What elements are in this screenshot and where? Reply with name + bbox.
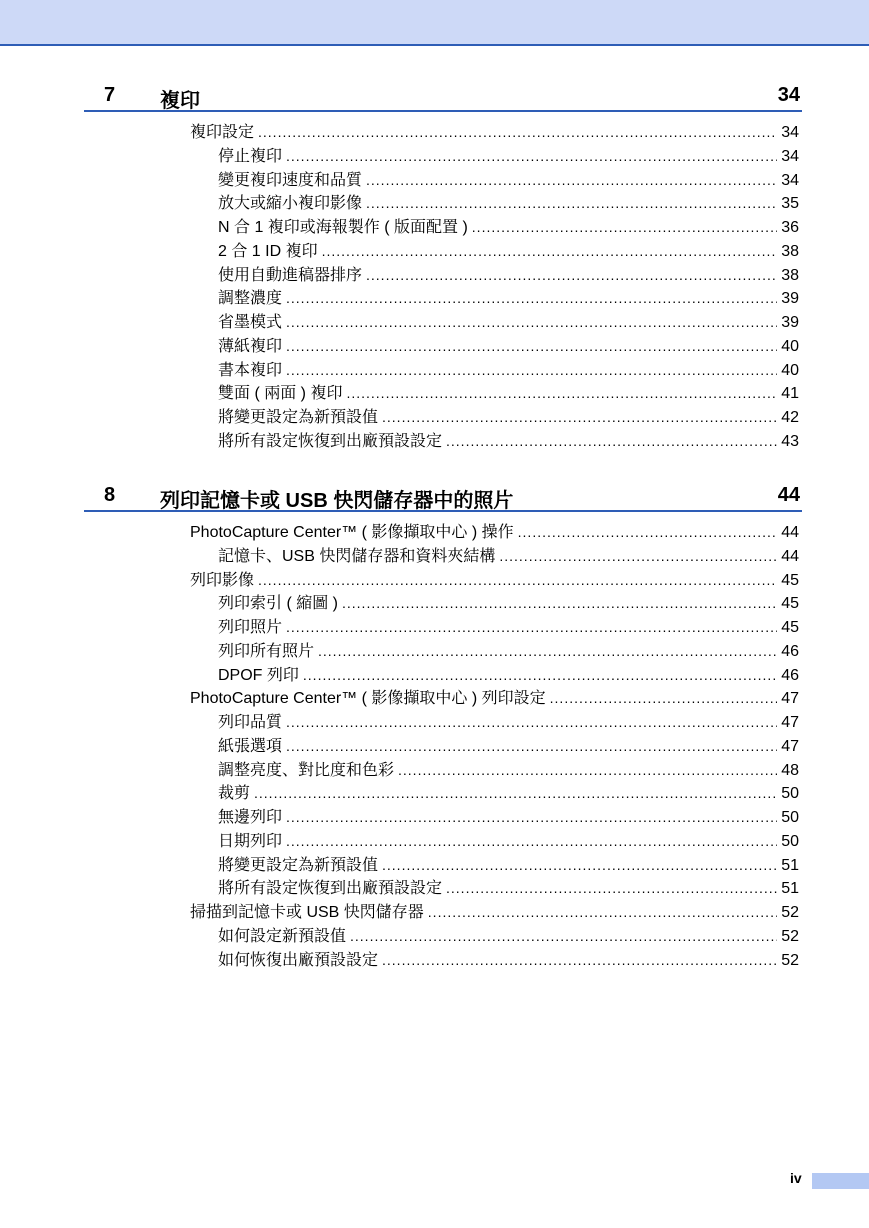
toc-entry-title: 列印品質 — [218, 714, 283, 731]
toc-entry-title: 使用自動進稿器排序 — [218, 266, 363, 284]
toc-entry[interactable] — [190, 901, 799, 923]
toc-entry-title: PhotoCapture Center™ ( 影像擷取中心 ) 列印設定 — [190, 690, 546, 708]
toc-entry-title: 紙張選項 — [218, 737, 283, 755]
toc-entry[interactable] — [218, 925, 799, 947]
page-number: iv — [790, 1170, 802, 1186]
chapter-heading — [84, 482, 802, 512]
toc-entry[interactable] — [218, 711, 799, 733]
dot-leader — [472, 216, 777, 238]
toc-entry[interactable] — [218, 382, 799, 404]
toc-entry-title: 複印設定 — [190, 124, 255, 141]
toc-entry[interactable] — [218, 830, 799, 852]
dot-leader — [366, 169, 777, 191]
toc-entry[interactable] — [218, 192, 799, 214]
dot-leader — [322, 240, 778, 262]
toc-entry-page: 39 — [781, 314, 799, 331]
toc-entry-title: 裁剪 — [218, 785, 251, 803]
chapter-page: 44 — [777, 484, 800, 506]
toc-entry[interactable] — [190, 569, 799, 591]
toc-entry-page: 47 — [781, 690, 799, 708]
chapter-number: 8 — [104, 484, 116, 506]
toc-entry-title: 變更複印速度和品質 — [218, 171, 363, 189]
toc-entry-page: 36 — [781, 219, 799, 236]
toc-entry[interactable] — [218, 216, 799, 238]
dot-leader — [446, 430, 777, 452]
toc-entry-page: 48 — [781, 761, 799, 779]
toc-entry[interactable] — [218, 759, 799, 781]
toc-entry[interactable] — [218, 545, 799, 567]
toc-entry[interactable] — [190, 687, 799, 709]
dot-leader — [286, 830, 777, 852]
toc-entry-page: 47 — [781, 714, 799, 731]
toc-entry-title: 列印照片 — [218, 619, 283, 636]
toc-entry[interactable] — [218, 359, 799, 381]
toc-entry[interactable] — [218, 877, 799, 899]
dot-leader — [286, 145, 777, 167]
toc-entry-page: 42 — [781, 409, 799, 426]
dot-leader — [286, 311, 777, 333]
dot-leader — [286, 359, 777, 381]
toc-entry[interactable] — [218, 240, 799, 262]
toc-entry-page: 50 — [781, 809, 799, 826]
toc-entry-title: 將變更設定為新預設值 — [218, 856, 379, 874]
dot-leader — [382, 854, 777, 876]
dot-leader — [286, 287, 777, 309]
dot-leader — [254, 782, 777, 804]
toc-entry-title: 如何設定新預設值 — [218, 927, 347, 945]
dot-leader — [382, 949, 777, 971]
toc-entry-title: 雙面 ( 兩面 ) 複印 — [218, 385, 343, 403]
toc-entry[interactable] — [218, 406, 799, 428]
toc-entry-page: 52 — [781, 951, 799, 969]
toc-entry-title: 記憶卡、USB 快閃儲存器和資料夾結構 — [218, 547, 496, 565]
toc-entry[interactable] — [190, 121, 799, 143]
toc-entry[interactable] — [218, 145, 799, 167]
toc-entry-page: 38 — [781, 242, 799, 260]
header-band — [0, 0, 869, 46]
toc-entry[interactable] — [218, 640, 799, 662]
dot-leader — [428, 901, 777, 923]
toc-entry-page: 34 — [781, 124, 799, 141]
toc-entry-title: 如何恢復出廠預設設定 — [218, 951, 379, 969]
toc-entry[interactable] — [218, 854, 799, 876]
toc-entry[interactable] — [218, 664, 799, 686]
toc-entry[interactable] — [218, 782, 799, 804]
toc-entry[interactable] — [218, 335, 799, 357]
toc-entry-title: 2 合 1 ID 複印 — [218, 242, 318, 260]
toc-entry[interactable] — [190, 521, 799, 543]
dot-leader — [518, 521, 778, 543]
toc-entry-title: 停止複印 — [218, 147, 283, 165]
toc-entry-title: 將所有設定恢復到出廠預設設定 — [218, 880, 443, 898]
toc-entry[interactable] — [218, 806, 799, 828]
chapter-heading — [84, 82, 802, 112]
toc-entry-page: 41 — [781, 385, 799, 403]
toc-entry[interactable] — [218, 287, 799, 309]
toc-entry-page: 44 — [781, 547, 799, 565]
toc-entry-title: 薄紙複印 — [218, 337, 283, 355]
toc-entry[interactable] — [218, 430, 799, 452]
dot-leader — [286, 806, 777, 828]
toc-entry-page: 45 — [781, 619, 799, 636]
dot-leader — [342, 592, 777, 614]
toc-entry-title: 將變更設定為新預設值 — [218, 409, 379, 426]
dot-leader — [398, 759, 777, 781]
toc-entry-title: DPOF 列印 — [218, 666, 299, 684]
dot-leader — [258, 569, 777, 591]
dot-leader — [258, 121, 777, 143]
toc-entry-page: 43 — [781, 432, 799, 450]
chapter-number: 7 — [104, 84, 116, 106]
dot-leader — [318, 640, 777, 662]
toc-entry-page: 52 — [781, 904, 799, 921]
toc-entry-page: 50 — [781, 832, 799, 850]
dot-leader — [286, 616, 777, 638]
toc-entry-title: 日期列印 — [218, 832, 283, 850]
toc-entry[interactable] — [218, 169, 799, 191]
toc-entry-title: N 合 1 複印或海報製作 ( 版面配置 ) — [218, 219, 468, 236]
toc-entry-title: 調整亮度、對比度和色彩 — [218, 761, 395, 779]
dot-leader — [382, 406, 777, 428]
dot-leader — [346, 382, 777, 404]
toc-entry-page: 47 — [781, 737, 799, 755]
toc-entry-page: 35 — [781, 195, 799, 213]
toc-entry-page: 38 — [781, 266, 799, 284]
toc-entry-page: 51 — [781, 856, 799, 874]
dot-leader — [286, 335, 777, 357]
dot-leader — [499, 545, 777, 567]
toc-entry[interactable] — [218, 616, 799, 638]
toc-entry-page: 45 — [781, 595, 799, 613]
toc-entry-title: 將所有設定恢復到出廠預設設定 — [218, 432, 443, 450]
toc-entry-title: 書本複印 — [218, 361, 283, 379]
toc-entry-title: 列印影像 — [190, 571, 255, 589]
toc-entry-page: 40 — [781, 361, 799, 379]
dot-leader — [303, 664, 777, 686]
toc-entry[interactable] — [218, 592, 799, 614]
dot-leader — [286, 711, 777, 733]
dot-leader — [366, 264, 777, 286]
dot-leader — [366, 192, 777, 214]
toc-entry[interactable] — [218, 949, 799, 971]
toc-entry-title: 列印索引 ( 縮圖 ) — [218, 595, 338, 613]
toc-entry-page: 46 — [781, 666, 799, 684]
chapter-title[interactable]: 複印 — [160, 90, 200, 112]
dot-leader — [286, 735, 777, 757]
toc-entry-page: 40 — [781, 337, 799, 355]
toc-entry-page: 44 — [781, 524, 799, 541]
chapter-page: 34 — [777, 84, 800, 106]
toc-entry-page: 46 — [781, 642, 799, 660]
chapter-title[interactable]: 列印記憶卡或 USB 快閃儲存器中的照片 — [160, 490, 514, 512]
toc-entry-page: 39 — [781, 290, 799, 308]
toc-entry-title: 掃描到記憶卡或 USB 快閃儲存器 — [190, 904, 424, 921]
toc-entry-title: 調整濃度 — [218, 290, 283, 308]
toc-entry-title: 列印所有照片 — [218, 642, 315, 660]
toc-entry-page: 51 — [781, 880, 799, 898]
footer-band — [812, 1173, 869, 1189]
dot-leader — [550, 687, 778, 709]
toc-entry-title: 無邊列印 — [218, 809, 283, 826]
toc-entry[interactable] — [218, 311, 799, 333]
dot-leader — [446, 877, 777, 899]
toc-entry-page: 34 — [781, 171, 799, 189]
toc-entry-page: 45 — [781, 571, 799, 589]
toc-entry-page: 52 — [781, 927, 799, 945]
toc-entry-page: 50 — [781, 785, 799, 803]
dot-leader — [350, 925, 777, 947]
toc-entry-title: 省墨模式 — [218, 314, 283, 331]
toc-entry-page: 34 — [781, 147, 799, 165]
toc-entry[interactable] — [218, 735, 799, 757]
toc-entry-title: 放大或縮小複印影像 — [218, 195, 363, 213]
toc-entry[interactable] — [218, 264, 799, 286]
toc-entry-title: PhotoCapture Center™ ( 影像擷取中心 ) 操作 — [190, 524, 514, 541]
